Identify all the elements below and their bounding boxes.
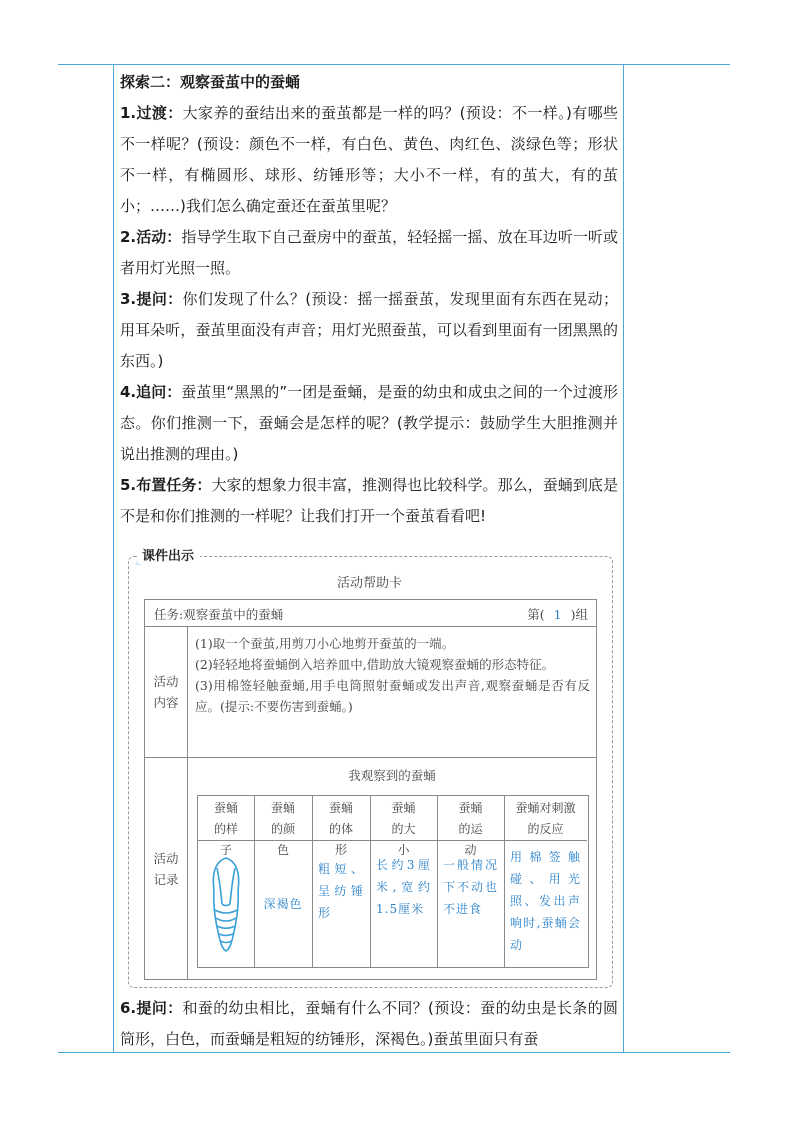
paragraph-5: [120, 470, 618, 532]
activity-record-row: [145, 758, 596, 979]
task-row: [145, 600, 596, 627]
paragraph-lead: 3.提问：: [120, 290, 183, 308]
record-column: [437, 796, 505, 967]
record-label: 活动记录: [153, 850, 179, 887]
section-title: 探索二：观察蚕茧中的蚕蛹: [120, 73, 301, 91]
paragraph-3: [120, 284, 618, 377]
record-header: 蚕蛹的样子: [198, 796, 254, 841]
content-item: (1)取一个蚕茧,用剪刀小心地剪开蚕茧的一端。: [195, 636, 455, 651]
record-column: [254, 796, 313, 967]
frame-right-line: [623, 64, 624, 1053]
pupa-icon: [206, 854, 246, 954]
paragraph-text: 你们发现了什么？(预设：摇一摇蚕茧，发现里面有东西在晃动；用耳朵听，蚕茧里面没有声音；用灯光照蚕茧，可以看到里面有一团黑黑的东西。): [120, 290, 618, 370]
content-item: (3)用棉签轻触蚕蛹,用手电筒照射蚕蛹或发出声音,观察蚕蛹是否有反应。(提示:不要伤害到蚕蛹。): [195, 678, 590, 714]
paragraph-1: [120, 98, 618, 222]
paragraph-lead: 5.布置任务：: [120, 476, 212, 494]
record-value-color: 深褐色: [263, 897, 303, 911]
closing-content: [120, 993, 618, 1055]
content-item: (2)轻轻地将蚕蛹倒入培养皿中,借助放大镜观察蚕蛹的形态特征。: [195, 657, 555, 672]
record-column: [504, 796, 587, 967]
task-label: 任务:观察蚕茧中的蚕蛹: [154, 607, 284, 622]
paragraph-4: [120, 377, 618, 470]
activity-content-row: [145, 627, 596, 758]
activity-help-card: [144, 599, 597, 980]
record-value-reaction: 用棉签触碰、用光照、发出声响时,蚕蛹会动: [510, 850, 581, 952]
content-side-label: [145, 627, 188, 757]
paragraph-6: [120, 993, 618, 1055]
record-side-label: [145, 758, 188, 979]
record-table: [197, 795, 589, 968]
paragraph-text: 大家的想象力很丰富，推测得也比较科学。那么，蚕蛹到底是不是和你们推测的一样呢？让我们打开一个蚕茧看看吧!: [120, 476, 618, 525]
group-number: [527, 605, 588, 623]
record-header: 蚕蛹的运动: [437, 796, 504, 841]
paragraph-text: 指导学生取下自己蚕房中的蚕茧，轻轻摇一摇、放在耳边听一听或者用灯光照一照。: [120, 228, 618, 277]
record-value-shape: 粗短、呈纺锤形: [318, 862, 364, 920]
paragraph-text: 大家养的蚕结出来的蚕茧都是一样的吗？(预设：不一样。)有哪些不一样呢？(预设：颜色不一样，有白色、黄色、肉红色、淡绿色等；形状不一样，有椭圆形、球形、纺锤形等；大小不一样，有的茧大，有的茧小；……)我们怎么确定蚕还在蚕茧里呢？: [120, 104, 618, 215]
paragraph-lead: 4.追问：: [120, 383, 182, 401]
content-items: [195, 633, 590, 717]
paragraph-text: 和蚕的幼虫相比，蚕蛹有什么不同？(预设：蚕的幼虫是长条的圆筒形，白色，而蚕蛹是粗短的纺锤形，深褐色。)蚕茧里面只有蚕: [120, 999, 618, 1048]
record-column: [370, 796, 438, 967]
group-number-value: 1: [553, 607, 562, 622]
record-value-movement: 一般情况下不动也不进食: [443, 858, 498, 916]
record-title: 我观察到的蚕蛹: [348, 768, 436, 783]
record-header: 蚕蛹对刺激的反应: [504, 796, 587, 841]
record-column: [312, 796, 371, 967]
card-title: 活动帮助卡: [336, 576, 402, 591]
record-header: 蚕蛹的颜色: [254, 796, 312, 841]
lesson-content: [120, 68, 618, 532]
pupa-drawing: [198, 842, 254, 966]
record-value-size: 长约3厘米,宽约1.5厘米: [376, 858, 431, 916]
frame-left-line: [113, 64, 114, 1053]
group-suffix: )组: [570, 607, 588, 622]
courseware-tag: 课件出示: [138, 545, 200, 564]
frame-top-line: [58, 64, 730, 65]
content-label: 活动内容: [153, 674, 179, 710]
paragraph-2: [120, 222, 618, 284]
paragraph-lead: 6.提问：: [120, 999, 183, 1017]
paragraph-text: 蚕茧里“黑黑的”一团是蚕蛹，是蚕的幼虫和成虫之间的一个过渡形态。你们推测一下，蚕蛹会是怎样的呢？(教学提示：鼓励学生大胆推测并说出推测的理由。): [120, 383, 618, 463]
paragraph-lead: 2.活动：: [120, 228, 182, 246]
group-prefix: 第(: [527, 607, 545, 622]
record-header: 蚕蛹的体形: [312, 796, 370, 841]
record-header: 蚕蛹的大小: [370, 796, 437, 841]
paragraph-lead: 1.过渡：: [120, 104, 183, 122]
record-column: [198, 796, 255, 967]
